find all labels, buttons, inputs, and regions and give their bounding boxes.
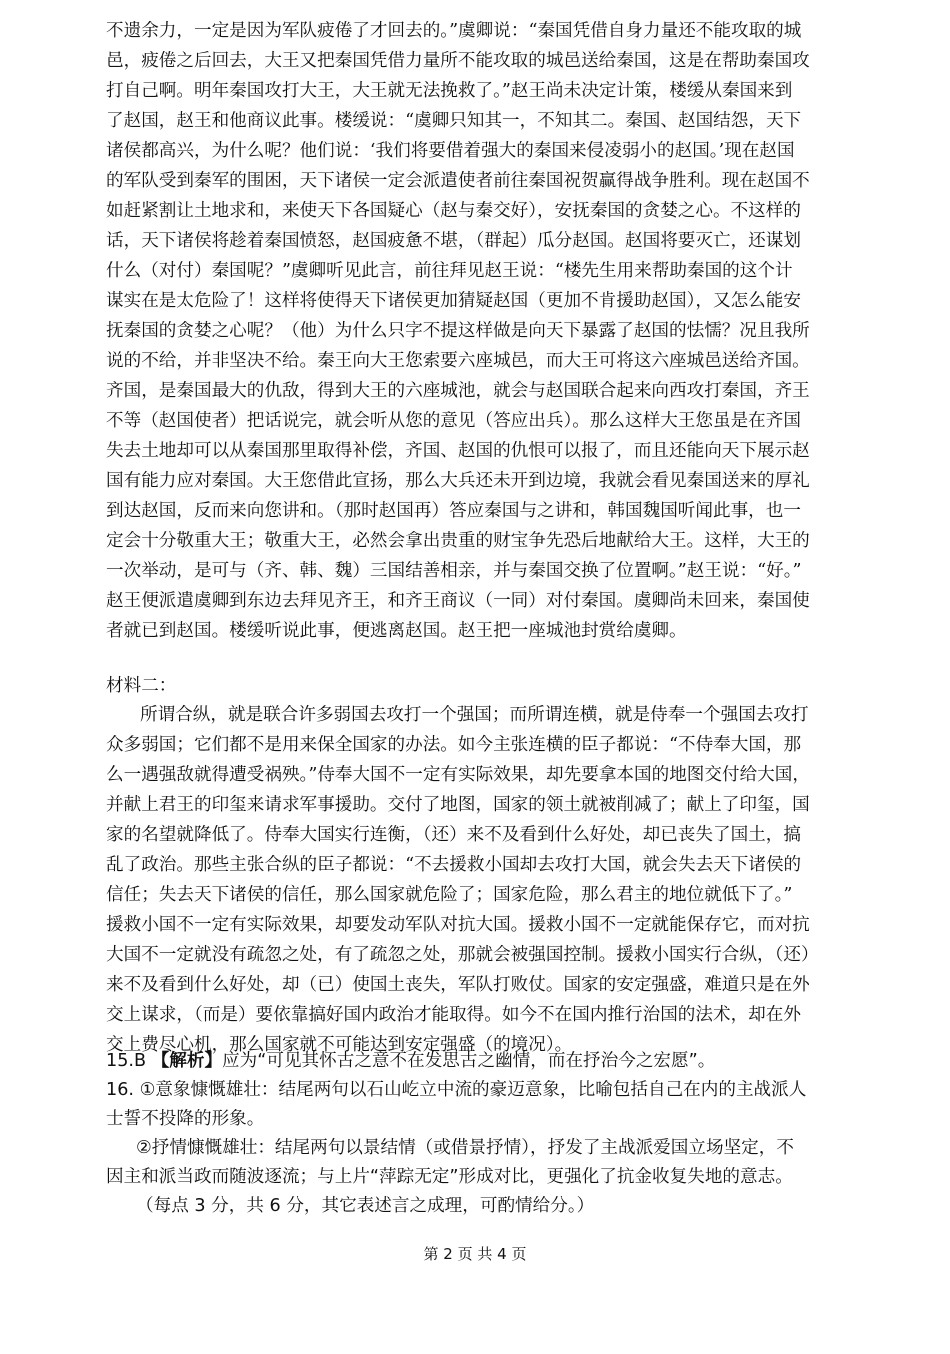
text-line: 抚秦国的贪婪之心呢？（他）为什么只字不提这样做是向天下暴露了赵国的怯懦？况且我所: [106, 321, 810, 341]
text-line: 乱了政治。那些主张合纵的臣子都说：“不去援救小国却去攻打大国，就会失去天下诸侯的: [106, 855, 802, 875]
text-line: 不遗余力，一定是因为军队疲倦了才回去的。”虞卿说：“秦国凭借自身力量还不能攻取的城: [106, 21, 802, 41]
answer-section: [106, 1047, 832, 1221]
answer-16-line: ②抒情慷慨雄壮：结尾两句以景结情（或借景抒情），抒发了主战派爱国立场坚定，不: [136, 1138, 794, 1158]
answer-16-line: 因主和派当政而随波逐流；与上片“萍踪无定”形成对比，更强化了抗金收复失地的意志。: [106, 1167, 793, 1187]
text-line: 交上费尽心机，那么国家就不可能达到安定强盛（的境况）。: [106, 1035, 573, 1055]
material-two-heading: [106, 671, 832, 701]
text-line: 齐国，是秦国最大的仇敌，得到大王的六座城池，就会与赵国联合起来向西攻打秦国，齐王: [106, 381, 810, 401]
text-line: 并献上君王的印玺来请求军事援助。交付了地图，国家的领土就被削减了；献上了印玺，国: [106, 795, 810, 815]
text-line: 来不及看到什么好处，却（已）使国土丧失，军队打败仗。国家的安定强盛，难道只是在外: [106, 975, 810, 995]
text-line: 者就已到赵国。楼缓听说此事，便逃离赵国。赵王把一座城池封赏给虞卿。: [106, 621, 687, 641]
answer-16-line: 士誓不投降的形象。: [106, 1109, 265, 1129]
text-line: 说的不给，并非坚决不给。秦王向大王您索要六座城邑，而大王可将这六座城邑送给齐国。: [106, 351, 810, 371]
material-two-paragraph: [106, 700, 832, 1060]
text-line: 的军队受到秦军的围困，天下诸侯一定会派遣使者前往秦国祝贺赢得战争胜利。现在赵国不: [106, 171, 810, 191]
question-number: 15.B: [106, 1051, 147, 1071]
text-line: 什么（对付）秦国呢？”虞卿听见此言，前往拜见赵王说：“楼先生用来帮助秦国的这个计: [106, 261, 793, 281]
page-footer: 第 2 页 共 4 页: [423, 1245, 527, 1263]
text-line: 诸侯都高兴，为什么呢？他们说：‘我们将要借着强大的秦国来侵凌弱小的赵国。’现在赵国: [106, 141, 795, 161]
text-line: 信任；失去天下诸侯的信任，那么国家就危险了；国家危险，那么君主的地位就低下了。”: [106, 885, 793, 905]
section-label: 材料二：: [106, 676, 177, 696]
text-line: 不等（赵国使者）把话说完，就会听从您的意见（答应出兵）。那么这样大王您虽是在齐国: [106, 411, 801, 431]
text-line: 交上谋求，（而是）要依靠搞好国内政治才能取得。如今不在国内推行治国的法术，却在外: [106, 1005, 801, 1025]
text-line: 谋实在是太危险了！这样将使得天下诸侯更加猜疑赵国（更加不肯援助赵国），又怎么能安: [106, 291, 801, 311]
text-line: 么一遇强敌就得遭受祸殃。”侍奉大国不一定有实际效果，却先要拿本国的地图交付给大国，: [106, 765, 810, 785]
text-line: 国有能力应对秦国。大王您借此宣扬，那么大兵还未开到边境，我就会看见秦国送来的厚礼: [106, 471, 810, 491]
text-line: 援救小国不一定有实际效果，却要发动军队对抗大国。援救小国不一定就能保存它，而对抗: [106, 915, 810, 935]
analysis-tag: 【解析】: [151, 1051, 223, 1071]
text-line: 定会十分敬重大王；敬重大王，必然会拿出贵重的财宝争先恐后地献给大王。这样，大王的: [106, 531, 810, 551]
text-line: 邑，疲倦之后回去，大王又把秦国凭借力量所不能攻取的城邑送给秦国，这是在帮助秦国攻: [106, 51, 810, 71]
text-line: 打自己啊。明年秦国攻打大王，大王就无法挽救了。”赵王尚未决定计策，楼缓从秦国来到: [106, 81, 793, 101]
text-line: 到达赵国，反而来向您讲和。（那时赵国再）答应秦国与之讲和，韩国魏国听闻此事，也一: [106, 501, 801, 521]
passage-paragraph: [106, 16, 832, 646]
text-line: 如赶紧割让土地求和，来使天下各国疑心（赵与秦交好），安抚秦国的贪婪之心。不这样的: [106, 201, 801, 221]
text-line: 赵王便派遣虞卿到东边去拜见齐王，和齐王商议（一同）对付秦国。虞卿尚未回来，秦国使: [106, 591, 810, 611]
answer-text: 应为“可见其怀古之意不在发思古之幽情，而在抒治今之宏愿”。: [222, 1051, 716, 1071]
text-line: 大国不一定就没有疏忽之处，有了疏忽之处，那就会被强国控制。援救小国实行合纵，（还）: [106, 945, 819, 965]
text-line: 家的名望就降低了。侍奉大国实行连衡，（还）来不及看到什么好处，却已丧失了国土，搞: [106, 825, 801, 845]
answer-16-line: 16. ①意象慷慨雄壮：结尾两句以石山屹立中流的豪迈意象，比喻包括自己在内的主战派人: [106, 1080, 807, 1100]
scoring-note: （每点 3 分，共 6 分，其它表述言之成理，可酌情给分。）: [136, 1196, 595, 1216]
text-line: 众多弱国；它们都不是用来保全国家的办法。如今主张连横的臣子都说：“不侍奉大国，那: [106, 735, 802, 755]
text-line: 所谓合纵，就是联合许多弱国去攻打一个强国；而所谓连横，就是侍奉一个强国去攻打: [140, 705, 809, 725]
text-line: 一次举动，是可与（齐、韩、魏）三国结善相亲，并与秦国交换了位置啊。”赵王说：“好。”: [106, 561, 802, 581]
text-line: 失去土地却可以从秦国那里取得补偿，齐国、赵国的仇恨可以报了，而且还能向天下展示赵: [106, 441, 810, 461]
answer-15: [106, 1047, 832, 1076]
text-line: 话，天下诸侯将趁着秦国愤怒，赵国疲惫不堪，（群起）瓜分赵国。赵国将要灭亡，还谋划: [106, 231, 801, 251]
text-line: 了赵国，赵王和他商议此事。楼缓说：“虞卿只知其一，不知其二。秦国、赵国结怨，天下: [106, 111, 802, 131]
